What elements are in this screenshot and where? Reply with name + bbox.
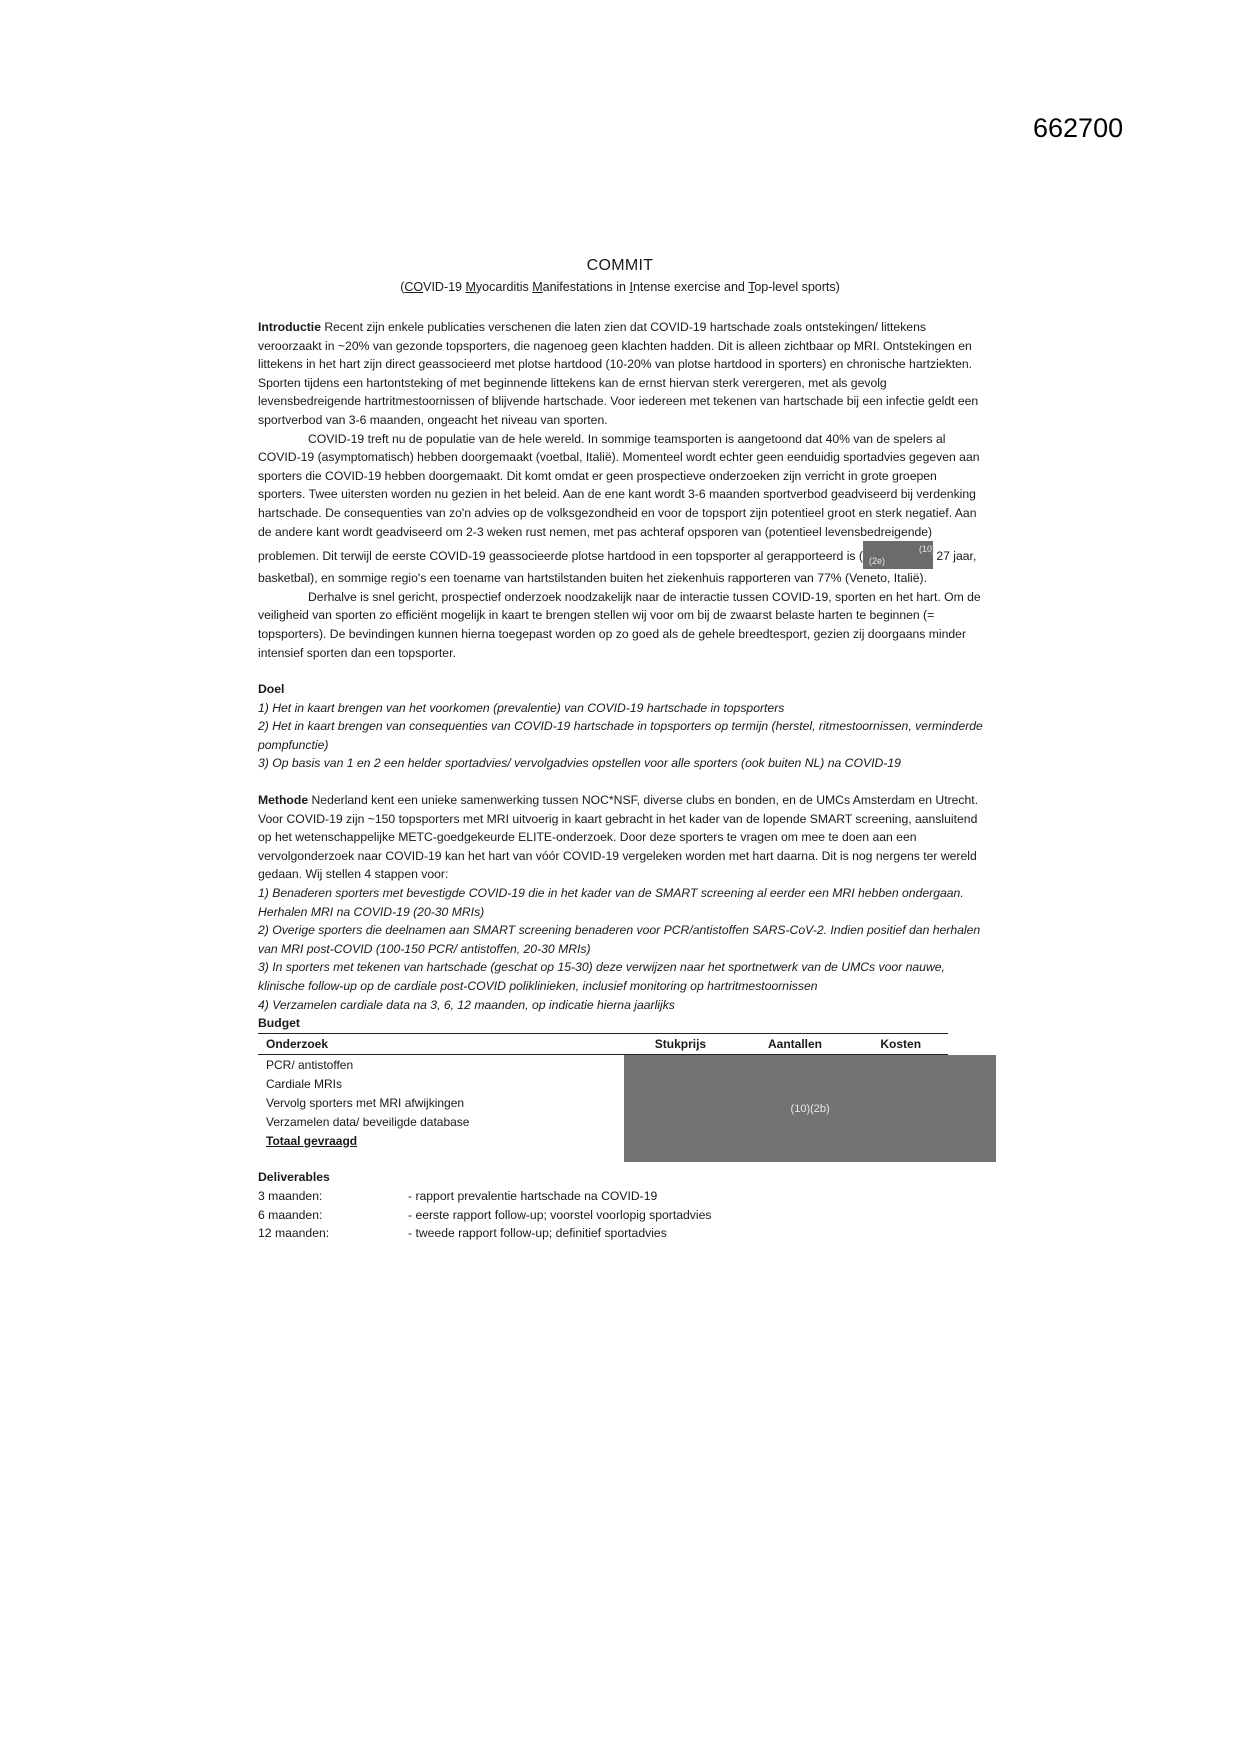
subtitle-part: VID-19: [423, 280, 466, 294]
deliverable-when: 12 maanden:: [258, 1226, 330, 1241]
budget-redaction-block: (10)(2b): [624, 1055, 996, 1163]
budget-row-label: Vervolg sporters met MRI afwijkingen: [266, 1095, 465, 1110]
doel-heading: Doel: [258, 682, 285, 697]
document-subtitle: [0, 280, 1240, 294]
subtitle-part: T: [748, 280, 755, 294]
intro-text-1: Recent zijn enkele publicaties verschenen die laten zien dat COVID-19 hartschade zoals ontstekingen/ littekens veroorzaakt in ~20% van gezonde topsporters, die nagenoeg geen klachten hadden. Dit is alleen zichtbaar op MRI. Ontstekingen en littekens in het hart zijn direct geassocieerd met plotse hartdood (10-20% van plotse hartdood in sporters) en chronische hartziekten. Sporten tijdens een hartontsteking of met beginnende littekens kan de ernst hiervan sterk verergeren, met als gevolg levensbedreigende hartritmestoornissen of blijvende hartschade. Voor iedereen met tekenen van hartschade bij een infectie geldt een sportverbod van 3-6 maanden, ongeacht het niveau van sporten.: [258, 320, 979, 427]
subtitle-part: M: [532, 280, 543, 294]
deliverable-what: - tweede rapport follow-up; definitief sportadvies: [408, 1226, 667, 1241]
methode-step: 1) Benaderen sporters met bevestigde COVID-19 die in het kader van de SMART screening al eerder een MRI hebben ondergaan. Herhalen MRI na COVID-19 (20-30 MRIs): [258, 886, 964, 919]
budget-col-header: Stukprijs: [624, 1033, 736, 1055]
budget-col-header: Kosten: [853, 1033, 948, 1055]
intro-text-2a: COVID-19 treft nu de populatie van de hele wereld. In sommige teamsporten is aangetoond dat 40% van de spelers al COVID-19 (asymptomatisch) hebben doorgemaakt (voetbal, Italië). Momenteel wordt echter geen eenduidig sportadvies gegeven aan sporters die COVID-19 hebben doorgemaakt. Dit komt omdat er geen prospectieve onderzoeken zijn verricht in grote groepen sporters. Twee uitersten worden nu gezien in het beleid. Aan de ene kant wordt 3-6 maanden sportverbod geadviseerd bij verdenking hartschade. De consequenties van zo'n advies op de volksgezondheid en voor de topsport zijn potentieel groot en sterk negatief. Aan de andere kant wordt geadviseerd om 2-3 weken rust nemen, met pas achteraf opsporen van (potentieel levensbedreigende) problemen. Dit terwijl de eerste COVID-19 geassocieerde plotse hartdood in een topsporter al gerapporteerd is (: [258, 431, 980, 564]
doel-item: 2) Het in kaart brengen van consequenties van COVID-19 hartschade in topsporters op termijn (herstel, ritmestoornissen, verminderde pompfunctie): [258, 719, 983, 752]
budget-heading: Budget: [258, 1016, 300, 1031]
document-title: COMMIT: [586, 257, 654, 274]
subtitle-part: M: [465, 280, 476, 294]
deliverable-when: 6 maanden:: [258, 1207, 323, 1222]
doel-item: 1) Het in kaart brengen van het voorkomen (prevalentie) van COVID-19 hartschade in topsporters: [258, 700, 785, 715]
document-number: 662700: [1033, 113, 1124, 143]
budget-row-label: Verzamelen data/ beveiligde database: [266, 1114, 470, 1129]
subtitle-part: yocarditis: [475, 280, 533, 294]
subtitle-part: (: [400, 280, 405, 294]
subtitle-part: ntense exercise and: [632, 280, 749, 294]
intro-paragraph-3: Derhalve is snel gericht, prospectief onderzoek noodzakelijk naar de interactie tussen COVID-19, sporten en het hart. Om de veiligheid van sporten zo efficiënt mogelijk in kaart te brengen stellen wij voor om bij de zwaarst belaste harten te beginnen (= topsporters). De bevindingen kunnen hierna toegepast worden op zo goed als de gehele breedtesport, gezien zij doorgaans minder intensief sporten dan een topsporter.: [258, 589, 981, 660]
methode-heading: Methode: [258, 793, 309, 808]
budget-row-label: Cardiale MRIs: [266, 1076, 343, 1091]
methode-text: Nederland kent een unieke samenwerking tussen NOC*NSF, diverse clubs en bonden, en de UMCs Amsterdam en Utrecht. Voor COVID-19 zijn ~150 topsporters met MRI uitvoerig in kaart gebracht in het kader van de lopende SMART screening, aansluitend op het wetenschappelijke METC-goedgekeurde ELITE-onderzoek. Door deze sporters te vragen om mee te doen aan een vervolgonderzoek naar COVID-19 kan het hart van vóór COVID-19 vergeleken worden met hart daarna. Dit is nog nergens ter wereld gedaan. Wij stellen 4 stappen voor:: [258, 793, 979, 882]
intro-heading: Introductie: [258, 320, 321, 334]
deliverable-when: 3 maanden:: [258, 1188, 323, 1203]
budget-total-label: Totaal gevraagd: [266, 1133, 358, 1148]
budget-row-label: PCR/ antistoffen: [266, 1057, 354, 1072]
deliverable-item: [258, 1187, 986, 1206]
subtitle-part: anifestations in: [542, 280, 630, 294]
methode-step: 4) Verzamelen cardiale data na 3, 6, 12 maanden, op indicatie hierna jaarlijks: [258, 997, 675, 1012]
budget-col-header: Aantallen: [737, 1033, 854, 1055]
intro-paragraph-1: [258, 318, 986, 430]
subtitle-part: I: [629, 280, 633, 294]
intro-paragraph-2: [258, 430, 986, 588]
deliverable-item: [258, 1206, 986, 1225]
inline-redaction: (10)(2e): [863, 541, 933, 569]
methode-step: 3) In sporters met tekenen van hartschade (geschat op 15-30) deze verwijzen naar het sportnetwerk van de UMCs voor nauwe, klinische follow-up op de cardiale post-COVID poliklinieken, inclusief monitoring op hartritmestoornissen: [258, 960, 945, 993]
budget-col-header: Onderzoek: [258, 1033, 624, 1055]
deliverable-what: - rapport prevalentie hartschade na COVID-19: [408, 1188, 658, 1203]
deliverables-heading: Deliverables: [258, 1170, 330, 1185]
deliverable-item: [258, 1224, 986, 1243]
budget-header-row: [258, 1033, 948, 1055]
intro-text-2b: 27 jaar, basketbal), en sommige regio's een toename van hartstilstanden buiten het ziekenhuis rapporteren van 77% (Veneto, Italië).: [258, 549, 977, 586]
methode-step: 2) Overige sporters die deelnamen aan SMART screening benaderen voor PCR/antistoffen SARS-CoV-2. Indien positief dan herhalen van MRI post-COVID (100-150 PCR/ antistoffen, 20-30 MRIs): [258, 923, 981, 956]
deliverable-what: - eerste rapport follow-up; voorstel voorlopig sportadvies: [408, 1207, 712, 1222]
doel-item: 3) Op basis van 1 en 2 een helder sportadvies/ vervolgadvies opstellen voor alle sporters (ook buiten NL) na COVID-19: [258, 756, 901, 771]
subtitle-part: CO: [404, 280, 424, 294]
subtitle-part: op-level sports): [754, 280, 840, 294]
methode-paragraph: [258, 791, 986, 884]
